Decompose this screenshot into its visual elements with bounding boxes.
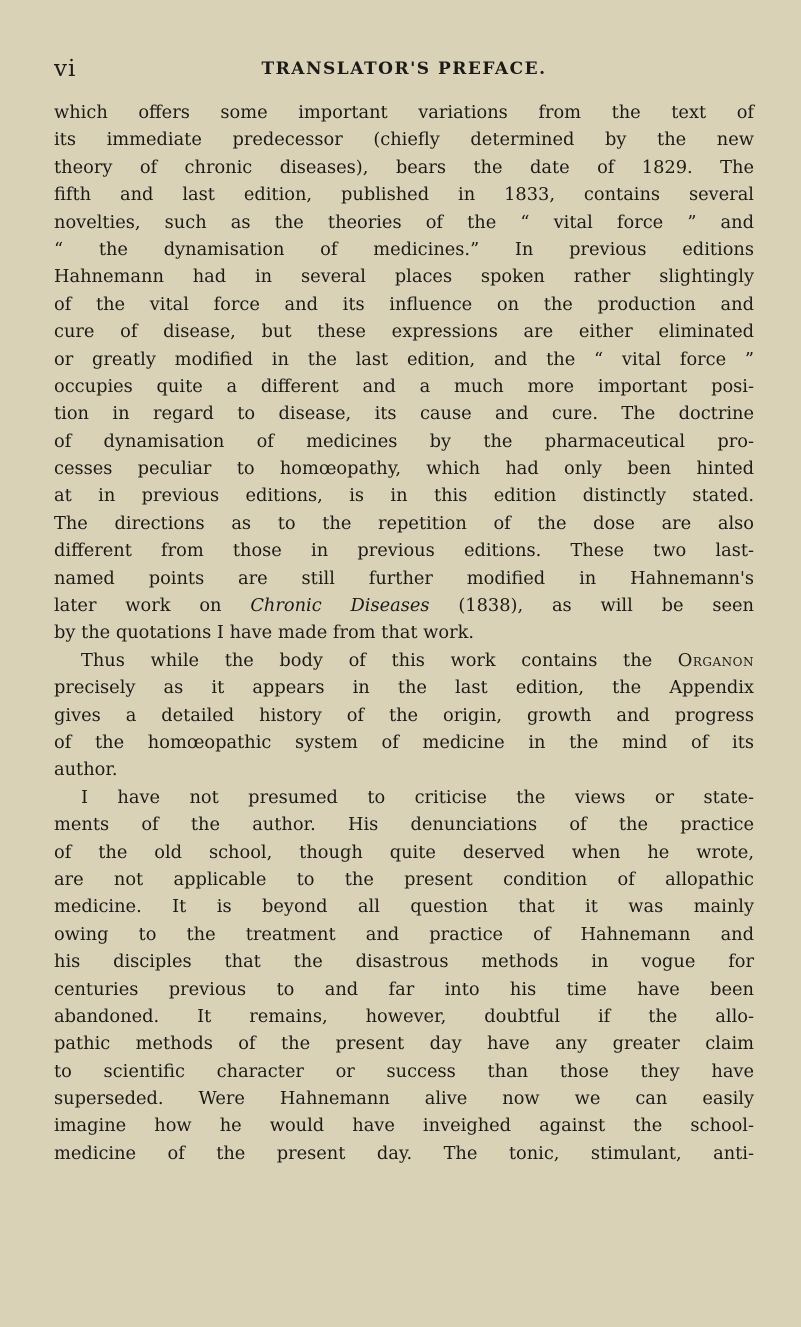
text-line [54, 1140, 754, 1167]
line-text: I have not presumed to criticise the views or state- [81, 786, 754, 808]
line-text: medicine. It is beyond all question that it was mainly [54, 896, 754, 918]
line-text: gives a detailed history of the origin, growth and progress [54, 704, 754, 726]
line-text: fifth and last edition, published in 1833, contains several [54, 184, 754, 206]
text-line [54, 1085, 754, 1112]
line-text: pathic methods of the present day have any greater claim [54, 1033, 754, 1055]
text-line [54, 893, 754, 920]
line-text: or greatly modified in the last edition, and the “ vital force ” [54, 348, 754, 370]
line-text: his disciples that the disastrous methods in vogue for [54, 951, 754, 973]
text-line [54, 154, 754, 181]
line-text: tion in regard to disease, its cause and cure. The doctrine [54, 403, 754, 425]
line-text: cesses peculiar to homœopathy, which had only been hinted [54, 458, 754, 480]
text-line [54, 1058, 754, 1085]
line-text: owing to the treatment and practice of Hahnemann and [54, 923, 754, 945]
italic-title: Chronic Diseases [250, 595, 430, 617]
body-text [54, 99, 754, 1167]
line-text: by the quotations I have made from that work. [54, 622, 475, 644]
text-line [54, 428, 754, 455]
line-text: of the old school, though quite deserved when he wrote, [54, 841, 754, 863]
text-line [54, 400, 754, 427]
text-line [54, 537, 754, 564]
line-text: are not applicable to the present condition of allopathic [54, 868, 754, 890]
text-line [54, 318, 754, 345]
text-line [54, 702, 754, 729]
text-line [54, 455, 754, 482]
line-text-before: later work on [54, 595, 251, 617]
line-text: which offers some important variations from the text of [54, 102, 754, 123]
line-text: of the homœopathic system of medicine in the mind of its [54, 731, 754, 753]
text-line [54, 482, 754, 509]
line-text: of the vital force and its influence on the production and [54, 293, 754, 315]
text-line [54, 756, 754, 783]
text-line [54, 811, 754, 838]
line-text: author. [54, 759, 118, 781]
line-text: its immediate predecessor (chiefly determined by the new [54, 129, 754, 151]
line-text: medicine of the present day. The tonic, stimulant, anti- [54, 1142, 754, 1164]
text-line [54, 346, 754, 373]
text-line [54, 1112, 754, 1139]
text-line [54, 209, 754, 236]
line-text: abandoned. It remains, however, doubtful if the allo- [54, 1005, 754, 1027]
text-line [54, 619, 754, 646]
line-text: different from those in previous editions. These two last- [54, 540, 754, 562]
small-caps-title: Organon [677, 649, 754, 671]
text-line [54, 99, 754, 126]
text-line [54, 948, 754, 975]
text-line [54, 236, 754, 263]
text-line [54, 647, 754, 674]
line-text: of dynamisation of medicines by the pharmaceutical pro- [54, 430, 754, 452]
text-line [54, 976, 754, 1003]
text-line [54, 263, 754, 290]
text-line [54, 373, 754, 400]
line-text: to scientific character or success than those they have [54, 1060, 754, 1082]
line-text: superseded. Were Hahnemann alive now we can easily [54, 1088, 754, 1110]
text-line [54, 729, 754, 756]
line-text: centuries previous to and far into his time have been [54, 978, 754, 1000]
text-line [54, 592, 754, 619]
line-text-before: named points are still further modified in Hahnemann's [54, 567, 754, 589]
line-text: cure of disease, but these expressions are either eliminated [54, 321, 754, 343]
text-line [54, 291, 754, 318]
line-text: at in previous editions, is in this edition distinctly stated. [54, 485, 754, 507]
line-text-before: Thus while the body of this work contains the [81, 649, 678, 671]
line-text: precisely as it appears in the last edition, the Appendix [54, 677, 754, 699]
line-text: ments of the author. His denunciations of the practice [54, 814, 754, 836]
page-number: vi [54, 56, 77, 82]
text-line [54, 126, 754, 153]
text-line [54, 181, 754, 208]
line-text: imagine how he would have inveighed against the school- [54, 1115, 754, 1137]
text-line [54, 1003, 754, 1030]
text-line [54, 921, 754, 948]
text-line [54, 839, 754, 866]
text-line [54, 866, 754, 893]
text-line [54, 784, 754, 811]
line-text: novelties, such as the theories of the “ vital force ” and [54, 211, 754, 233]
line-text: Hahnemann had in several places spoken rather slightingly [54, 266, 754, 288]
line-text-after: (1838), as will be seen [429, 595, 754, 617]
line-text: The directions as to the repetition of the dose are also [54, 512, 754, 534]
text-line [54, 1030, 754, 1057]
running-head: TRANSLATOR'S PREFACE. [261, 59, 547, 79]
line-text: theory of chronic diseases), bears the date of 1829. The [54, 156, 754, 178]
page-header [54, 56, 754, 86]
line-text: occupies quite a different and a much more important posi- [54, 375, 754, 397]
text-line [54, 565, 754, 592]
text-line [54, 510, 754, 537]
text-line [54, 674, 754, 701]
line-text: “ the dynamisation of medicines.” In previous editions [54, 238, 754, 260]
